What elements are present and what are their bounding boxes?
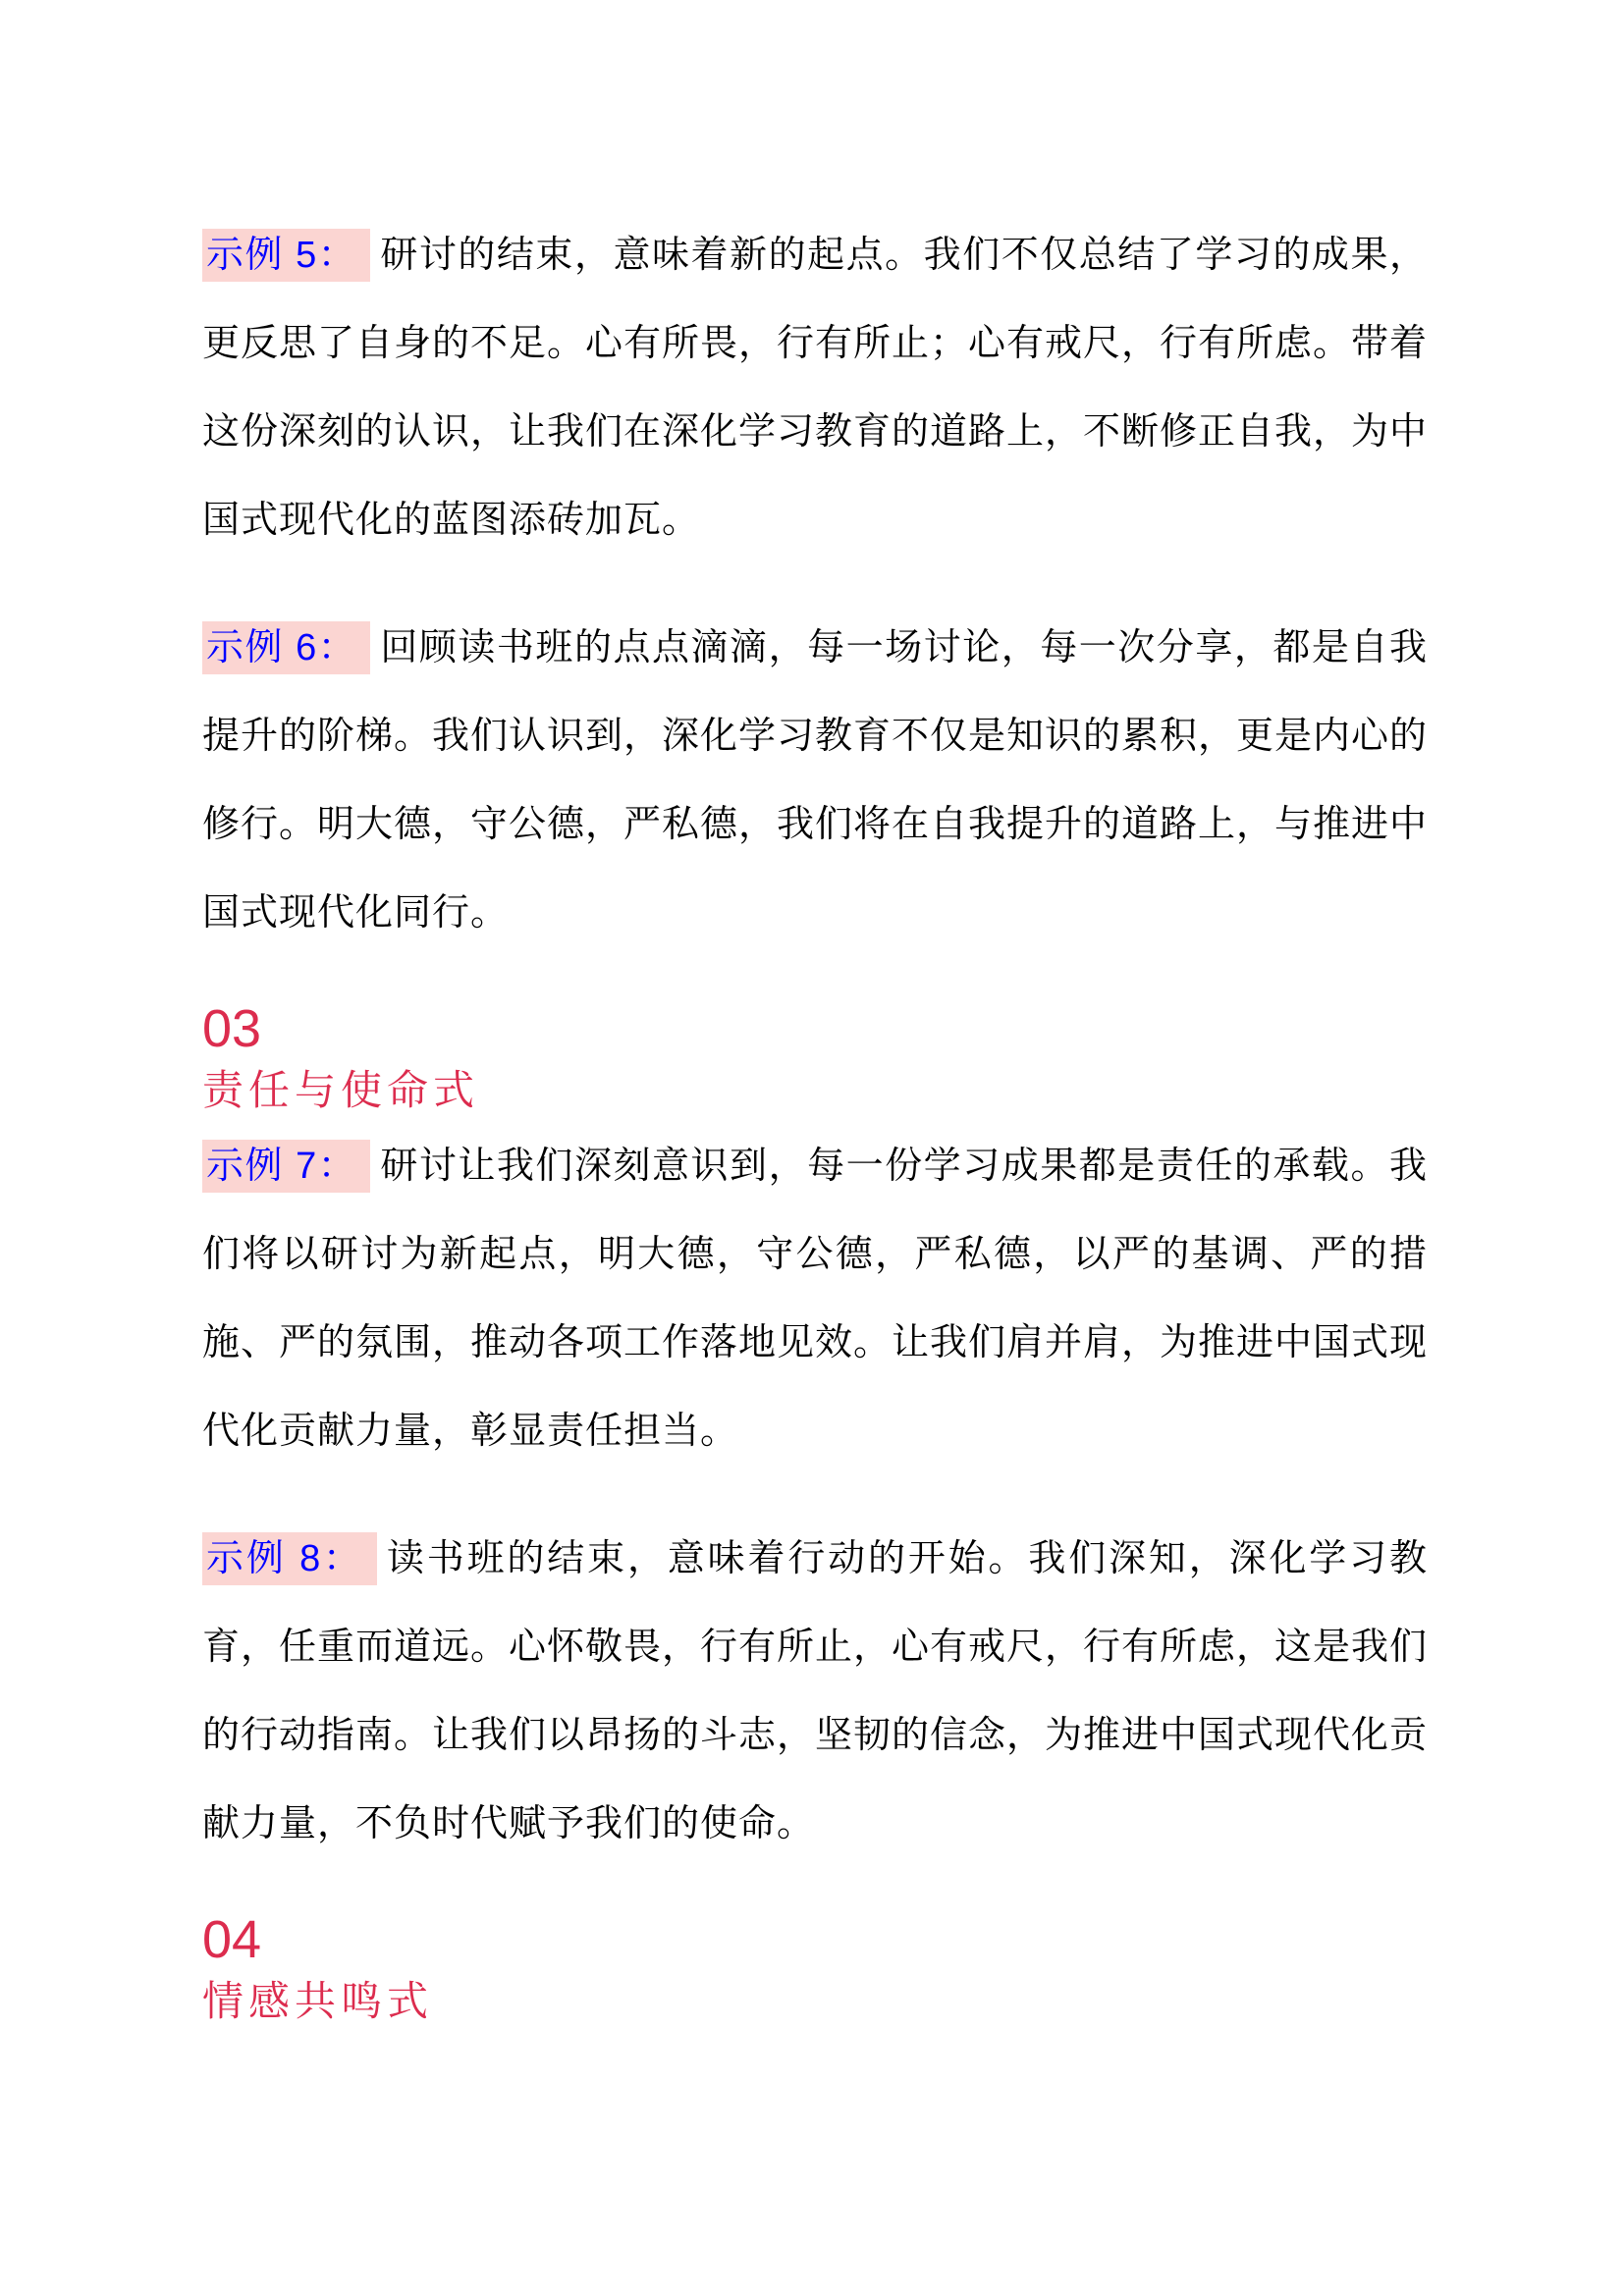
- example-body-5: 研讨的结束，意味着新的起点。我们不仅总结了学习的成果，更反思了自身的不足。心有所畏，行有所止；心有戒尺，行有所虑。带着这份深刻的认识，让我们在深化学习教育的道路上，不断修正自我，为中国式现代化的蓝图添砖加瓦。: [202, 235, 1429, 541]
- example-label-8: 示例 8：: [202, 1532, 377, 1585]
- section-heading-03: [202, 996, 1428, 1122]
- example-paragraph-8: [202, 1515, 1428, 1868]
- section-title-04: 情感共鸣式: [202, 1980, 434, 2025]
- example-paragraph-5: [202, 211, 1428, 564]
- section-number-03: 03: [202, 999, 262, 1058]
- example-label-6: 示例 6：: [202, 621, 370, 674]
- example-body-7: 研讨让我们深刻意识到，每一份学习成果都是责任的承载。我们将以研讨为新起点，明大德，守公德，严私德，以严的基调、严的措施、严的氛围，推动各项工作落地见效。让我们肩并肩，为推进中国式现代化贡献力量，彰显责任担当。: [202, 1146, 1429, 1452]
- section-heading-04: [202, 1907, 1428, 2033]
- example-label-7: 示例 7：: [202, 1140, 370, 1193]
- example-body-8: 读书班的结束，意味着行动的开始。我们深知，深化学习教育，任重而道远。心怀敬畏，行有所止，心有戒尺，行有所虑，这是我们的行动指南。让我们以昂扬的斗志，坚韧的信念，为推进中国式现代化贡献力量，不负时代赋予我们的使命。: [202, 1538, 1429, 1844]
- example-paragraph-7: [202, 1122, 1428, 1475]
- section-number-04: 04: [202, 1910, 262, 1969]
- example-paragraph-6: [202, 604, 1428, 957]
- example-body-6: 回顾读书班的点点滴滴，每一场讨论，每一次分享，都是自我提升的阶梯。我们认识到，深化学习教育不仅是知识的累积，更是内心的修行。明大德，守公德，严私德，我们将在自我提升的道路上，与推进中国式现代化同行。: [202, 627, 1429, 934]
- example-label-5: 示例 5：: [202, 229, 370, 282]
- section-title-03: 责任与使命式: [202, 1069, 480, 1114]
